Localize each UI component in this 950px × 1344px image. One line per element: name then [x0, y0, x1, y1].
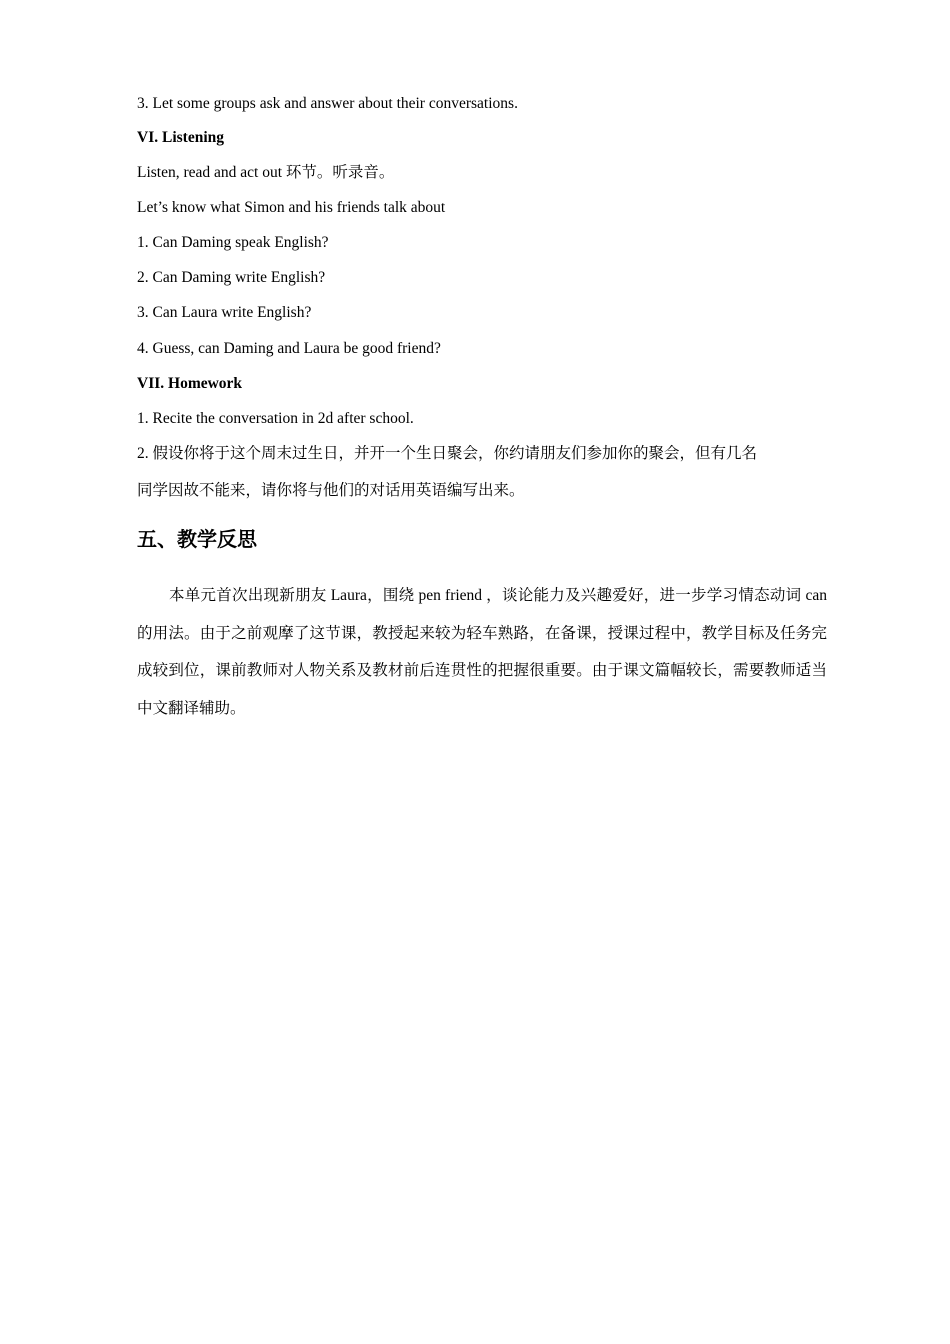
text-line-group-conversations: 3. Let some groups ask and answer about their conversations. [137, 95, 518, 112]
text-line-lets-know: Let’s know what Simon and his friends talk about [137, 199, 446, 216]
homework-item-1: 1. Recite the conversation in 2d after school. [137, 410, 414, 427]
reflection-paragraph: 本单元首次出现新朋友 Laura，围绕 pen friend ，谈论能力及兴趣爱好，进一步学习情态动词 can 的用法。由于之前观摩了这节课，教授起来较为轻车熟路，在备课，授课过程中，教学目标及任务完成较到位，课前教师对人物关系及教材前后连贯性的把握很重要。由于课文篇幅较长，需要教师适当中文翻译辅助。 [137, 587, 827, 717]
homework-item-2-line-1: 2. 假设你将于这个周末过生日，并开一个生日聚会，你约请朋友们参加你的聚会，但有几名 [137, 445, 758, 462]
heading-homework: VII. Homework [137, 375, 243, 392]
question-4: 4. Guess, can Daming and Laura be good friend? [137, 340, 441, 357]
text-line-listen-read-act: Listen, read and act out 环节。听录音。 [137, 164, 395, 181]
heading-listening: VI. Listening [137, 129, 224, 146]
homework-item-2-line-2: 同学因故不能来，请你将与他们的对话用英语编写出来。 [137, 482, 525, 499]
section-heading-reflection: 五、教学反思 [137, 527, 257, 551]
question-3: 3. Can Laura write English? [137, 304, 312, 321]
question-2: 2. Can Daming write English? [137, 269, 326, 286]
question-1: 1. Can Daming speak English? [137, 234, 329, 251]
